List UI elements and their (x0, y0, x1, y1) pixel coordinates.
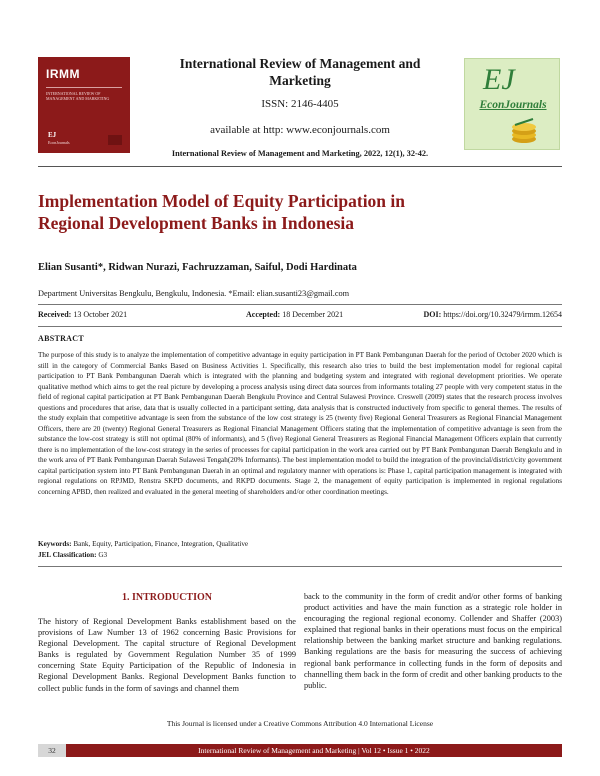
journal-cover-image (38, 57, 130, 153)
article-affiliation: Department Universitas Bengkulu, Bengkulu, Indonesia. *Email: elian.susanti23@gmail.com (38, 289, 350, 298)
cover-decoration (108, 135, 122, 145)
doi-label: DOI: (423, 310, 442, 319)
jel-label: JEL Classification: (38, 550, 97, 559)
keywords-block (38, 539, 562, 560)
received-label: Received: (38, 310, 72, 319)
cover-publisher-name: EconJournals (48, 140, 70, 145)
dates-bottom-divider (38, 326, 562, 327)
page-footer (38, 744, 562, 757)
article-dates (38, 310, 562, 322)
journal-title: International Review of Management and Marketing (179, 56, 421, 88)
accepted-date (246, 310, 343, 319)
body-column-left: The history of Regional Development Banks establishment based on the provisions of Law Number 13 of 1962 concerning Basic Provisions for Regional Development. The capital structure of Regional Development Banks is regulated by Government Regulation Number 35 of 1999 concerning State Equity Participation of the Republic of Indonesia in Regional Development Banks. Regional Development Banks function to collect public funds in the form of savings and channel them (38, 617, 296, 693)
license-notice[interactable]: This Journal is licensed under a Creative Commons Attribution 4.0 International License (166, 719, 434, 728)
econjournals-logo (464, 58, 560, 150)
journal-issn: ISSN: 2146-4405 (261, 98, 339, 110)
jel-value: G3 (98, 550, 108, 559)
doi-link[interactable]: https://doi.org/10.32479/irmm.12654 (443, 310, 562, 319)
page-number: 32 (38, 744, 66, 757)
section-heading-introduction: 1. INTRODUCTION (121, 592, 212, 603)
article-title: Implementation Model of Equity Participation in Regional Development Banks in Indonesia (38, 191, 406, 233)
logo-name: EconJournals (479, 99, 547, 111)
cover-abbrev: IRMM (46, 67, 80, 81)
keywords-value: Bank, Equity, Participation, Finance, Integration, Qualitative (73, 540, 249, 548)
abstract-text: The purpose of this study is to analyze the implementation of competitive advantage in equity participation in PT Bank Pembangunan Daerah for the period of October 2020 which is still in the category of Commercial Banks Based on Business Activities 1. Specifically, this research also tries to build the best implementation model for regional capital participation to PT Bank Pembangunan Daerah which is integrated with the planning and budgeting system and integrated with regional development priorities. We operate qualitative method which aims to get the real picture by developing a process analysis using direct data sources from informants totaling 27 people with very competent status in the field of regional capital participation at PT Bank Pembangunan Daerah Bengkulu Province and Central Sulawesi Province. Creswell (2009) states that the research process involves questions and procedures that arise, data that is usually collected in a participant setting, data analysis that is constructed inductively from specific to general themes. The results of the study explain that competitive advantage is seen from the substance of the low cost strategy is 25 (twenty five) Regional General Treasurers as Regional Financial Management Officers, there are 20 (twenty) Regional General Treasurers as Regional Financial Management Officers stating that the implementation of competitive advantage is seen from the substance the low-cost strategy is still not optimal (80% of informants), and 5 (five) Regional General Treasurers as Regional Financial Management Officers explain that currently there is no implementation of the low-cost strategy in the series of processes for capital participation in the work area carried out by PT Bank Pembangunan Daerah Bengkulu and in the work area of PT Bank Pembangunan Daerah Sulawesi Tengah(20% Informants). The best implementation model to build the integration of the provincial/district/city government capital participation system into PT Bank Pembangunan Daerah in an optimal and regulatory manner with operations is: Phase 1, capital participation management is integrated with regional regulations on RPJMD, Renstra SKPD documents, and RKPD documents. Stage 2, the management of equity participation is implemented in regional regulations concerning APBD, then realized and evaluated in the general meeting of shareholders and/or other coordination meetings. (38, 351, 562, 496)
cover-rule (46, 87, 122, 88)
keywords-label: Keywords: (38, 540, 72, 548)
abstract-divider (38, 566, 562, 567)
accepted-value: 18 December 2021 (282, 310, 344, 319)
body-column-right: back to the community in the form of credit and/or other forms of banking product activities and have the main function as a strategic role holder in encouraging the regional regional economy. Collender and Shaffer (2003) explained that regional banks in their operations must focus on the empirical relationship between the banking market structure and banking regulations. Banking regulations are the basis for measuring the success of achieving regional bank performance in collecting funds in the form of deposits and channelling them back in the form of credit and other banking products to the public. (304, 592, 562, 690)
keywords-line (38, 539, 562, 550)
header-divider (38, 166, 562, 167)
coins-icon (509, 117, 539, 145)
article-citation: International Review of Management and Marketing, 2022, 12(1), 32-42. (171, 149, 429, 158)
running-footer: International Review of Management and Marketing | Vol 12 • Issue 1 • 2022 (198, 746, 430, 755)
logo-mark: EJ (483, 63, 515, 96)
journal-availability[interactable]: available at http: www.econjournals.com (210, 124, 390, 136)
doi (423, 310, 562, 319)
cover-publisher-logo: EJ (48, 131, 57, 139)
accepted-label: Accepted: (246, 310, 281, 319)
received-date (38, 310, 127, 319)
cover-subtitle: INTERNATIONAL REVIEW OF MANAGEMENT AND MARKETING (46, 91, 110, 101)
abstract-heading: ABSTRACT (38, 334, 84, 343)
jel-line (38, 550, 562, 561)
article-authors: Elian Susanti*, Ridwan Nurazi, Fachruzzaman, Saiful, Dodi Hardinata (38, 262, 357, 273)
received-value: 13 October 2021 (73, 310, 128, 319)
dates-top-divider (38, 304, 562, 305)
